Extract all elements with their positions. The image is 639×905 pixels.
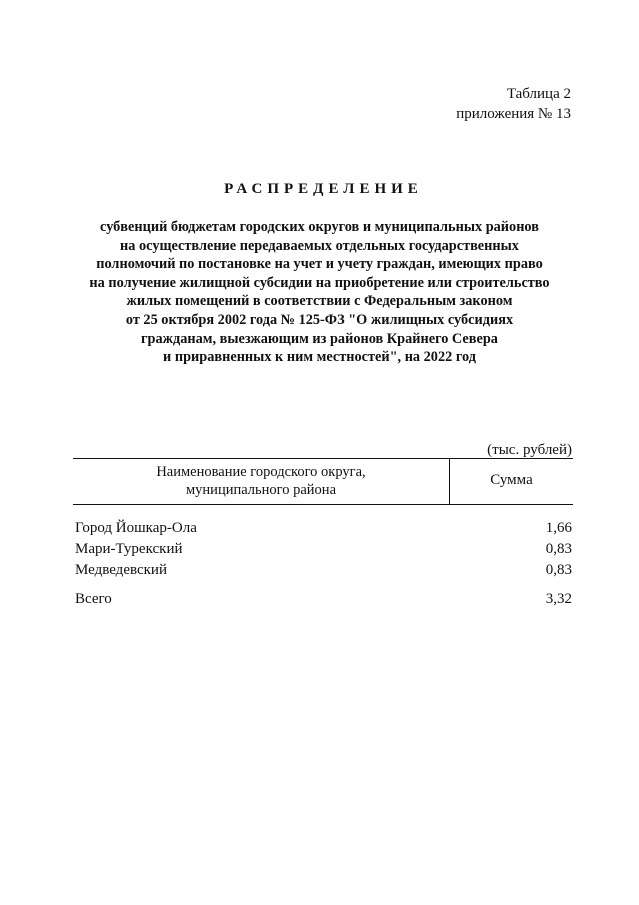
column-header-name-line1: Наименование городского округа, xyxy=(156,464,366,480)
table-row xyxy=(75,518,572,539)
table-top-rule xyxy=(73,458,573,459)
table-total-row xyxy=(75,589,572,610)
row-sum: 0,83 xyxy=(545,562,572,578)
units-label: (тыс. рублей) xyxy=(487,442,572,458)
appendix-label: приложения № 13 xyxy=(456,106,571,122)
subtitle-line: от 25 октября 2002 года № 125-ФЗ "О жилищных субсидиях xyxy=(125,311,514,328)
row-sum: 1,66 xyxy=(545,520,572,536)
row-name: Мари-Турекский xyxy=(75,541,183,557)
subtitle-line: гражданам, выезжающим из районов Крайнего Севера xyxy=(141,330,498,347)
total-label: Всего xyxy=(75,591,112,607)
row-sum: 0,83 xyxy=(545,541,572,557)
total-sum: 3,32 xyxy=(545,591,572,607)
table-row xyxy=(75,539,572,560)
row-name: Медведевский xyxy=(75,562,167,578)
table-label: Таблица 2 xyxy=(506,86,571,102)
column-header-name-line2: муниципального района xyxy=(186,482,336,498)
row-name: Город Йошкар-Ола xyxy=(75,520,197,536)
subtitle-line: и приравненных к ним местностей", на 2022 год xyxy=(163,349,476,366)
subtitle-line: на осуществление передаваемых отдельных государственных xyxy=(120,237,519,254)
subtitle-line: жилых помещений в соответствии с Федеральным законом xyxy=(126,293,513,310)
subtitle-line: на получение жилищной субсидии на приобретение или строительство xyxy=(89,274,550,291)
column-header-name xyxy=(73,463,449,499)
appendix-header xyxy=(456,84,571,124)
table-header-rule xyxy=(73,504,573,505)
column-header-sum: Сумма xyxy=(490,472,533,488)
table-row xyxy=(75,560,572,581)
table-body xyxy=(75,518,572,610)
subtitle-line: субвенций бюджетам городских округов и муниципальных районов xyxy=(100,219,539,235)
document-title: РАСПРЕДЕЛЕНИЕ xyxy=(224,181,423,197)
subtitle-line: полномочий по постановке на учет и учету граждан, имеющих право xyxy=(96,256,543,273)
document-subtitle xyxy=(60,218,579,367)
